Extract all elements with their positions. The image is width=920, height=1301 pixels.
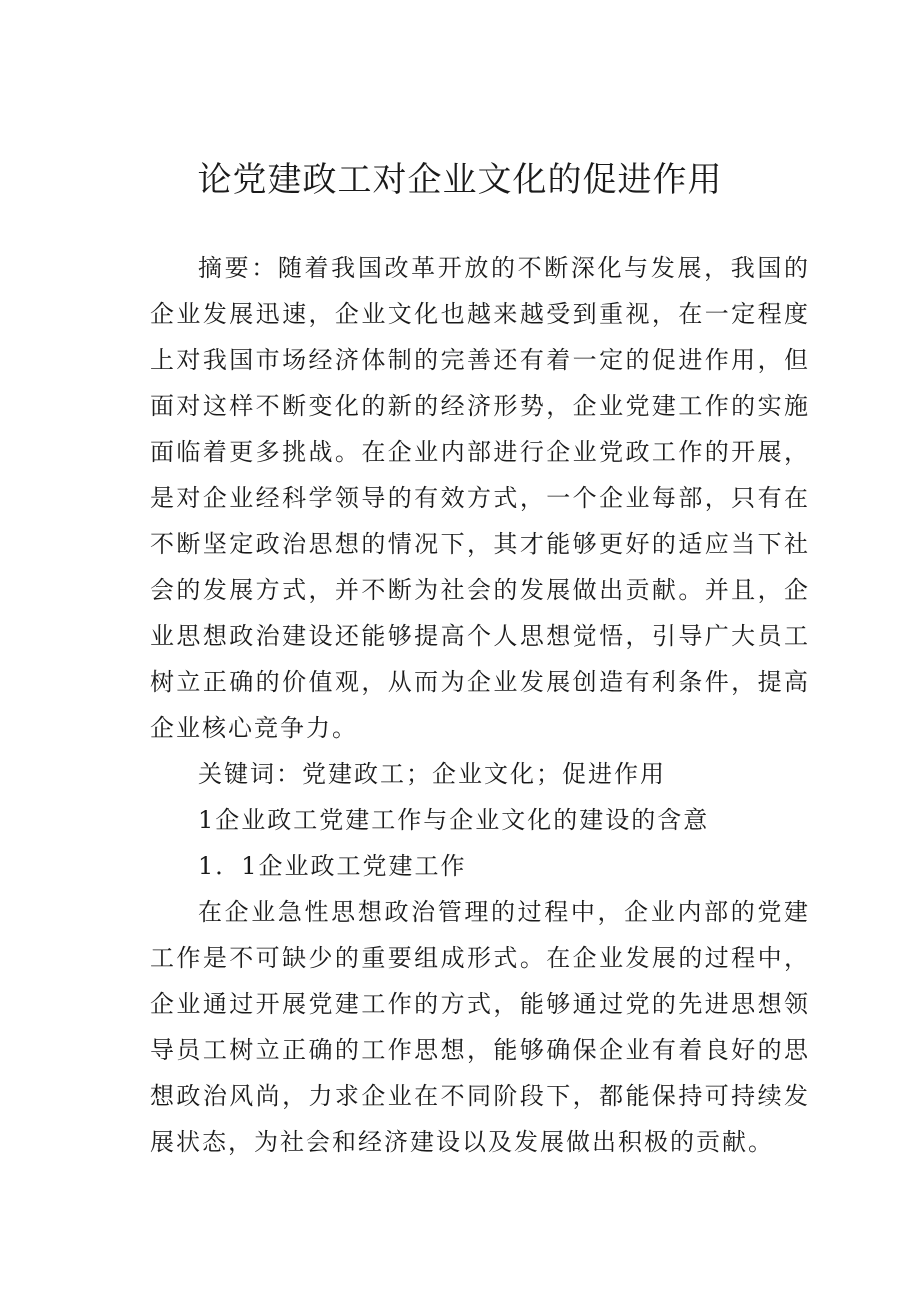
document-body (150, 245, 810, 1165)
section-1-1-heading: 1．1企业政工党建工作 (198, 852, 467, 880)
section-1-1-paragraph: 在企业急性思想政治管理的过程中，企业内部的党建工作是不可缺少的重要组成形式。在企业发展的过程中，企业通过开展党建工作的方式，能够通过党的先进思想领导员工树立正确的工作思想，能够确保企业有着良好的思想政治风尚，力求企业在不同阶段下，都能保持可持续发展状态，为社会和经济建设以及发展做出积极的贡献。 (150, 898, 810, 1156)
abstract-paragraph: 摘要：随着我国改革开放的不断深化与发展，我国的企业发展迅速，企业文化也越来越受到重视，在一定程度上对我国市场经济体制的完善还有着一定的促进作用，但面对这样不断变化的新的经济形势，企业党建工作的实施面临着更多挑战。在企业内部进行企业党政工作的开展，是对企业经科学领导的有效方式，一个企业每部，只有在不断坚定政治思想的情况下，其才能够更好的适应当下社会的发展方式，并不断为社会的发展做出贡献。并且，企业思想政治建设还能够提高个人思想觉悟，引导广大员工树立正确的价值观，从而为企业发展创造有利条件，提高企业核心竞争力。 (150, 254, 810, 742)
section-1-heading: 1企业政工党建工作与企业文化的建设的含意 (198, 806, 710, 834)
keywords-line: 关键词：党建政工；企业文化；促进作用 (198, 760, 666, 788)
document-title: 论党建政工对企业文化的促进作用 (197, 160, 723, 200)
